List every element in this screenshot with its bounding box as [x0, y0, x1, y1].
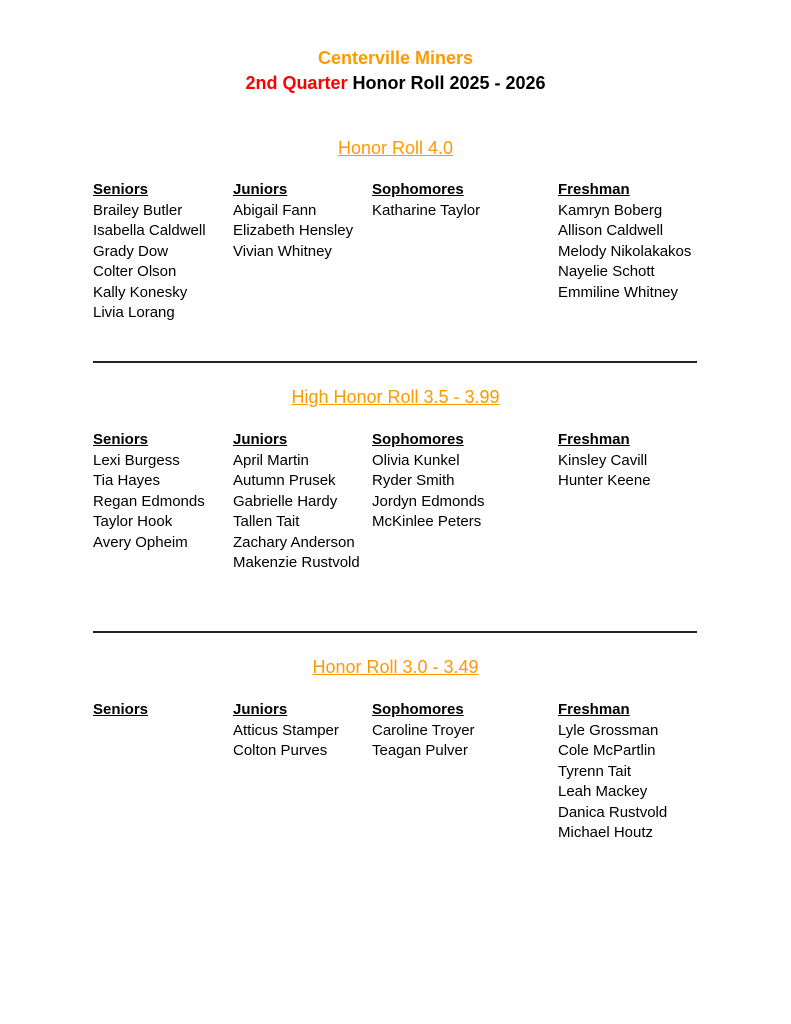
- student-name: Avery Opheim: [93, 533, 188, 551]
- student-name: Gabrielle Hardy: [233, 492, 338, 510]
- student-name: McKinlee Peters: [372, 513, 482, 530]
- student-name: Lexi Burgess: [93, 451, 180, 469]
- page-title: [0, 72, 791, 94]
- student-name: Kamryn Boberg: [558, 201, 663, 219]
- column-freshman: [558, 700, 667, 844]
- student-name: Taylor Hook: [93, 513, 173, 530]
- student-name: Jordyn Edmonds: [372, 492, 485, 510]
- section-title-honor-roll-4: Honor Roll 4.0: [337, 138, 454, 158]
- column-juniors: [233, 700, 339, 762]
- student-name: Colter Olson: [93, 263, 177, 280]
- student-name: Brailey Butler: [93, 201, 183, 219]
- student-name: Leah Mackey: [558, 783, 648, 800]
- student-name: Isabella Caldwell: [93, 222, 206, 239]
- section-divider: [93, 631, 697, 633]
- student-name: Olivia Kunkel: [372, 451, 460, 469]
- student-name: Allison Caldwell: [558, 222, 664, 239]
- student-name: Elizabeth Hensley: [233, 222, 354, 239]
- column-seniors: [93, 180, 206, 324]
- student-name: Regan Edmonds: [93, 492, 205, 510]
- column-header: Seniors: [93, 181, 149, 198]
- student-name: Colton Purves: [233, 742, 328, 759]
- student-name: Ryder Smith: [372, 472, 455, 489]
- column-sophomores: [372, 180, 480, 221]
- column-juniors: [233, 180, 353, 262]
- student-name: April Martin: [233, 451, 309, 469]
- student-name: Cole McPartlin: [558, 742, 656, 759]
- column-seniors: [93, 700, 148, 721]
- student-name: Kally Konesky: [93, 283, 188, 301]
- student-name: Emmiline Whitney: [558, 283, 679, 301]
- column-header: Sophomores: [372, 431, 464, 448]
- column-juniors: [233, 430, 360, 574]
- column-header: Sophomores: [372, 701, 464, 718]
- school-name: Centerville Miners: [317, 48, 474, 68]
- column-sophomores: [372, 700, 475, 762]
- student-name: Makenzie Rustvold: [233, 554, 360, 571]
- column-header: Seniors: [93, 431, 149, 448]
- section-title-high-honor-roll: High Honor Roll 3.5 - 3.99: [291, 387, 500, 407]
- student-name: Vivian Whitney: [233, 242, 332, 260]
- student-name: Hunter Keene: [558, 472, 651, 489]
- student-name: Michael Houtz: [558, 824, 654, 841]
- student-name: Atticus Stamper: [233, 721, 339, 739]
- section-title-honor-roll-3: Honor Roll 3.0 - 3.49: [312, 657, 479, 677]
- title-text: Honor Roll 2025 - 2026: [347, 73, 546, 93]
- student-name: Tallen Tait: [233, 513, 300, 530]
- column-freshman: [558, 430, 651, 492]
- student-name: Nayelie Schott: [558, 263, 655, 280]
- column-header: Juniors: [233, 701, 288, 718]
- column-header: Freshman: [558, 431, 630, 448]
- column-seniors: [93, 430, 205, 553]
- column-sophomores: [372, 430, 485, 533]
- student-name: Grady Dow: [93, 242, 169, 260]
- student-name: Melody Nikolakakos: [558, 242, 692, 260]
- column-header: Juniors: [233, 431, 288, 448]
- student-name: Katharine Taylor: [372, 201, 481, 219]
- student-name: Abigail Fann: [233, 201, 317, 219]
- student-name: Livia Lorang: [93, 304, 175, 321]
- student-name: Tia Hayes: [93, 472, 160, 489]
- section-divider: [93, 361, 697, 363]
- student-name: Zachary Anderson: [233, 533, 355, 551]
- quarter-label: 2nd Quarter: [245, 73, 348, 93]
- column-header: Freshman: [558, 181, 630, 198]
- student-name: Autumn Prusek: [233, 472, 336, 489]
- column-freshman: [558, 180, 691, 303]
- student-name: Kinsley Cavill: [558, 451, 648, 469]
- column-header: Seniors: [93, 701, 149, 718]
- column-header: Sophomores: [372, 181, 464, 198]
- column-header: Juniors: [233, 181, 288, 198]
- student-name: Caroline Troyer: [372, 721, 475, 739]
- student-name: Lyle Grossman: [558, 721, 659, 739]
- student-name: Danica Rustvold: [558, 803, 668, 821]
- student-name: Teagan Pulver: [372, 742, 468, 759]
- column-header: Freshman: [558, 701, 630, 718]
- student-name: Tyrenn Tait: [558, 762, 632, 780]
